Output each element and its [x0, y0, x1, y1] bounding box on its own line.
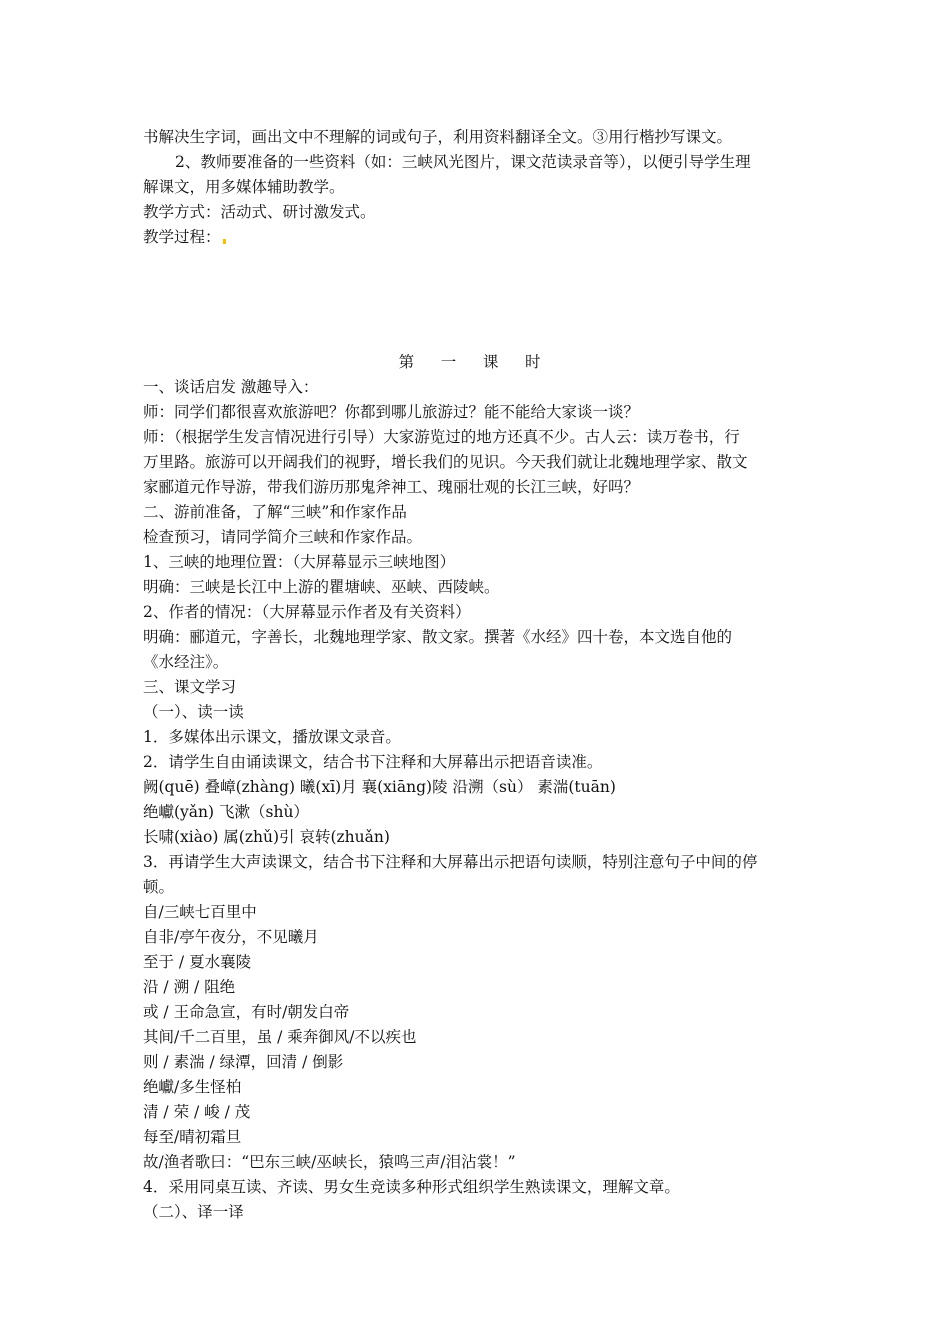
yellow-mark — [223, 239, 226, 244]
pinyin-line-2: 绝巘(yǎn) 飞漱（shù） — [143, 803, 309, 821]
body-line: 《水经注》。 — [143, 653, 229, 671]
intro-line-2: 2、教师要准备的一些资料（如：三峡风光图片，课文范读录音等），以便引导学生理 — [175, 153, 751, 171]
body-line: 4．采用同桌互读、齐读、男女生竞读多种形式组织学生熟读课文，理解文章。 — [143, 1178, 680, 1196]
pause-line: 至于 / 夏水襄陵 — [143, 953, 252, 971]
body-line: 检查预习，请同学简介三峡和作家作品。 — [143, 528, 423, 546]
body-line: 2、作者的情况：（大屏幕显示作者及有关资料） — [143, 603, 471, 621]
teaching-process-text: 教学过程： — [143, 228, 221, 246]
body-line: 顿。 — [143, 878, 175, 896]
body-line: 一、谈话启发 激趣导入： — [143, 378, 319, 396]
intro-line-1: 书解决生字词，画出文中不理解的词或句子，利用资料翻译全文。③用行楷抄写课文。 — [143, 128, 733, 146]
pause-line: 其间/千二百里，虽 / 乘奔御风/不以疾也 — [143, 1028, 417, 1046]
body-line: 师：（根据学生发言情况进行引导）大家游览过的地方还真不少。古人云：读万卷书，行 — [143, 428, 740, 446]
teaching-process-label — [143, 225, 823, 250]
pause-line: 自/三峡七百里中 — [143, 903, 257, 921]
body-line: 家郦道元作导游，带我们游历那鬼斧神工、瑰丽壮观的长江三峡，好吗？ — [143, 478, 640, 496]
body-line: 师：同学们都很喜欢旅游吧？你都到哪儿旅游过？能不能给大家谈一谈？ — [143, 403, 640, 421]
pause-line: 沿 / 溯 / 阻绝 — [143, 978, 236, 996]
body-line: 万里路。旅游可以开阔我们的视野，增长我们的见识。今天我们就让北魏地理学家、散文 — [143, 453, 748, 471]
body-line: 2．请学生自由诵读课文，结合书下注释和大屏幕出示把语音读准。 — [143, 753, 603, 771]
pause-line: 故/渔者歌曰：“巴东三峡/巫峡长，猿鸣三声/泪沾裳！” — [143, 1153, 516, 1171]
body-line: 1．多媒体出示课文，播放课文录音。 — [143, 728, 401, 746]
body-line: 明确：郦道元，字善长，北魏地理学家、散文家。撰著《水经》四十卷，本文选自他的 — [143, 628, 733, 646]
body-line: 三、课文学习 — [143, 678, 237, 696]
teaching-method: 教学方式：活动式、研讨激发式。 — [143, 203, 376, 221]
body-line: （一）、读一读 — [143, 703, 244, 721]
lesson-title: 第 一 课 时 — [398, 353, 552, 371]
pause-line: 每至/晴初霜旦 — [143, 1128, 242, 1146]
body-line: 1、三峡的地理位置：（大屏幕显示三峡地图） — [143, 553, 456, 571]
body-line: 明确：三峡是长江中上游的瞿塘峡、巫峡、西陵峡。 — [143, 578, 500, 596]
intro-line-3: 解课文，用多媒体辅助教学。 — [143, 178, 345, 196]
pause-line: 绝巘/多生怪柏 — [143, 1078, 242, 1096]
pinyin-line-3: 长啸(xiào) 属(zhǔ)引 哀转(zhuǎn) — [143, 828, 390, 846]
pinyin-line-1: 阙(quē) 叠嶂(zhàng) 曦(xī)月 襄(xiāng)陵 沿溯（sù） 素湍(tuān) — [143, 778, 616, 796]
section-heading: （二）、译一译 — [143, 1203, 244, 1221]
body-line: 3．再请学生大声读课文，结合书下注释和大屏幕出示把语句读顺，特别注意句子中间的停 — [143, 853, 758, 871]
pause-line: 则 / 素湍 / 绿潭，回清 / 倒影 — [143, 1053, 344, 1071]
pause-line: 自非/亭午夜分，不见曦月 — [143, 928, 319, 946]
body-line: 二、游前准备，了解“三峡”和作家作品 — [143, 503, 407, 521]
pause-line: 或 / 王命急宣，有时/朝发白帝 — [143, 1003, 350, 1021]
pause-line: 清 / 荣 / 峻 / 茂 — [143, 1103, 251, 1121]
